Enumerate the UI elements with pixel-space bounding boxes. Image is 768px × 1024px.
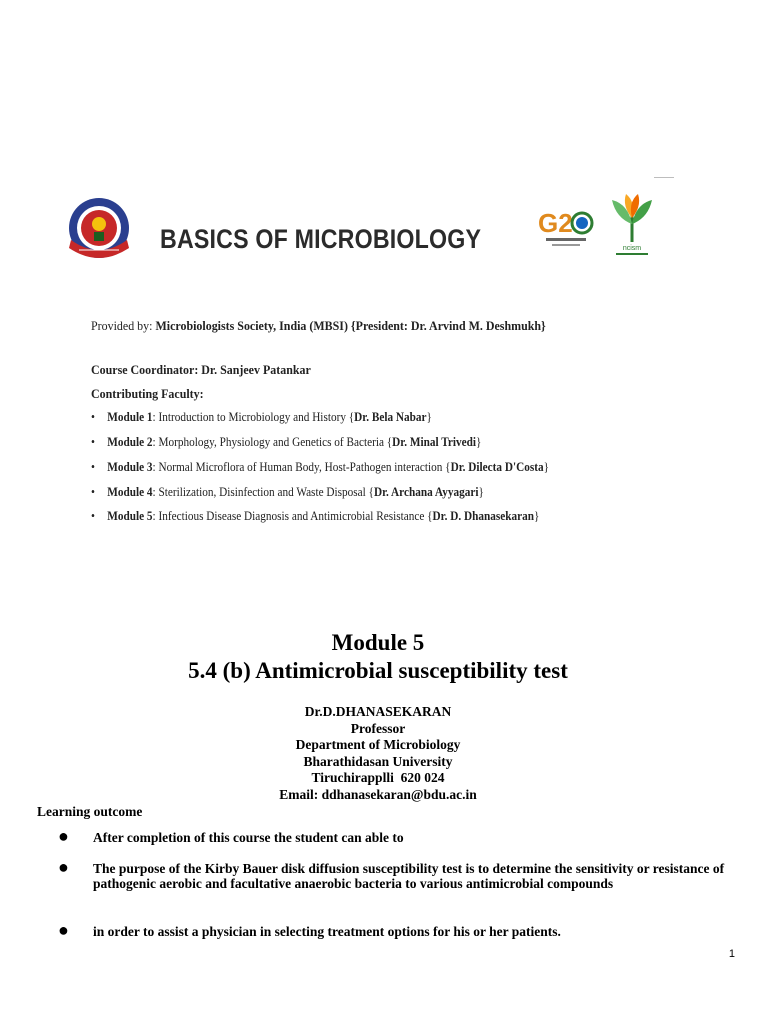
provided-by-prefix: Provided by: <box>91 318 156 333</box>
author-name: Dr.D.DHANASEKARAN <box>304 704 452 719</box>
contributing-faculty-heading <box>91 386 204 402</box>
module-topic: : Sterilization, Disinfection and Waste Disposal { <box>152 485 374 499</box>
coordinator-text: Course Coordinator: Dr. Sanjeev Patankar <box>91 362 311 377</box>
learning-outcome-heading: Learning outcome <box>37 804 143 819</box>
module-faculty: Dr. Archana Ayyagari <box>373 485 479 499</box>
module-label: Module 4 <box>107 485 153 499</box>
course-banner <box>60 180 680 530</box>
outcome-text: After completion of this course the student can able to <box>93 830 404 845</box>
list-item <box>58 826 738 846</box>
module-brace: } <box>478 485 484 499</box>
banner-title: BASICS OF MICROBIOLOGY <box>160 224 482 254</box>
module-topic: : Introduction to Microbiology and History { <box>152 410 355 424</box>
author-block <box>0 704 756 803</box>
module-label: Module 2 <box>107 435 153 449</box>
module-row: • Module 5: Infectious Disease Diagnosis and Antimicrobial Resistance {Dr. D. Dhanasekaran} <box>91 509 540 523</box>
provided-by-line <box>91 318 546 334</box>
ncism-logo <box>608 194 656 258</box>
author-position: Professor <box>350 720 406 736</box>
course-coordinator <box>91 362 311 378</box>
author-email: Email: ddhanasekaran@bdu.ac.in <box>279 786 477 802</box>
module-title: Module 5 <box>331 630 425 655</box>
outcome-text: The purpose of the Kirby Bauer disk diffusion susceptibility test is to determine the sensitivity or resistance of pathogenic aerobic and facultative anaerobic bacteria to various antimicrobial compounds <box>93 861 725 891</box>
page-title: 5.4 (b) Antimicrobial susceptibility test <box>188 658 568 683</box>
svg-text:ncism: ncism <box>622 245 642 252</box>
module-label: Module 5 <box>107 509 153 523</box>
svg-text:G2: G2 <box>538 208 573 238</box>
bullet-icon: ● <box>58 826 69 846</box>
module-topic: : Infectious Disease Diagnosis and Antimicrobial Resistance { <box>152 509 433 523</box>
provided-by-org: Microbiologists Society, India (MBSI) {President: Dr. Arvind M. Deshmukh} <box>155 318 546 333</box>
module-brace: } <box>476 435 482 449</box>
module-row: • Module 1: Introduction to Microbiology and History {Dr. Bela Nabar} <box>91 410 432 424</box>
bullet-icon: ● <box>58 920 69 940</box>
contributing-heading-text: Contributing Faculty: <box>91 386 204 401</box>
module-brace: } <box>543 460 549 474</box>
author-department: Department of Microbiology <box>295 737 461 752</box>
mbsi-seal-logo <box>63 194 135 266</box>
module-brace: } <box>426 410 432 424</box>
module-row: • Module 2: Morphology, Physiology and Genetics of Bacteria {Dr. Minal Trivedi} <box>91 435 482 449</box>
module-faculty: Dr. D. Dhanasekaran <box>432 509 535 523</box>
module-row: • Module 3: Normal Microflora of Human Body, Host-Pathogen interaction {Dr. Dilecta D'Costa} <box>91 460 549 474</box>
g20-logo <box>538 202 596 252</box>
bullet-icon: ● <box>58 857 69 877</box>
page-number: 1 <box>728 948 735 960</box>
module-row: • Module 4: Sterilization, Disinfection and Waste Disposal {Dr. Archana Ayyagari} <box>91 485 484 499</box>
outcome-text: in order to assist a physician in selecting treatment options for his or her patients. <box>93 924 561 939</box>
module-topic: : Normal Microflora of Human Body, Host-Pathogen interaction { <box>152 460 451 474</box>
module-faculty: Dr. Minal Trivedi <box>392 435 477 449</box>
author-city: Tiruchirapplli 620 024 <box>311 770 445 785</box>
list-item <box>58 920 738 940</box>
module-label: Module 3 <box>107 460 153 474</box>
author-university: Bharathidasan University <box>303 753 453 769</box>
module-label: Module 1 <box>107 410 153 424</box>
module-topic: : Morphology, Physiology and Genetics of Bacteria { <box>152 435 393 449</box>
list-item <box>58 857 738 891</box>
divider <box>654 177 674 178</box>
module-brace: } <box>534 509 540 523</box>
module-faculty: Dr. Bela Nabar <box>354 410 427 424</box>
module-faculty: Dr. Dilecta D'Costa <box>450 460 544 474</box>
